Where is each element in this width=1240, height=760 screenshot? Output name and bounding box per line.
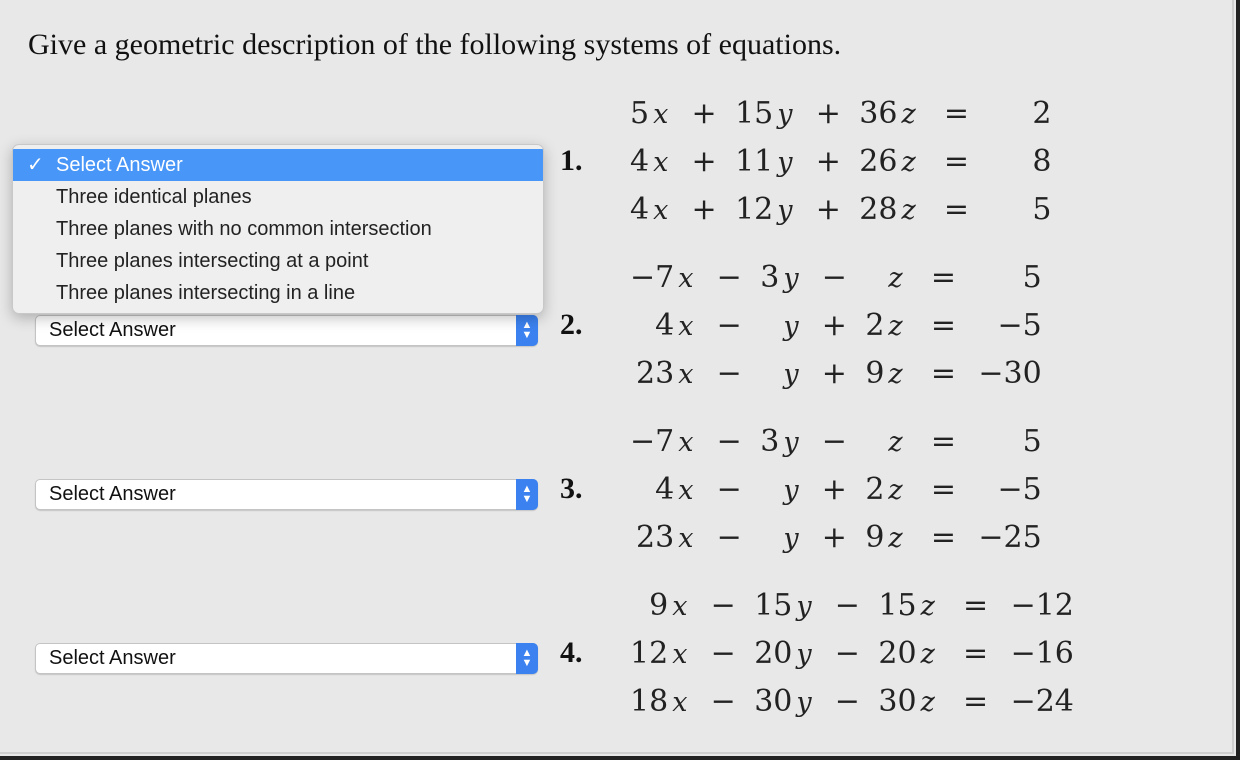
coefficient: 18 xyxy=(630,683,669,719)
coefficient: 2 xyxy=(865,471,885,507)
term xyxy=(865,465,908,513)
option-label: Three planes intersecting at a point xyxy=(56,250,369,272)
equation-row xyxy=(630,301,1042,349)
coefficient: 4 xyxy=(630,191,650,227)
question-number: 4. xyxy=(560,636,583,669)
variable: z xyxy=(888,358,903,390)
equation-system-4 xyxy=(630,581,1074,725)
term xyxy=(865,301,908,349)
variable: x xyxy=(672,638,688,670)
answer-select-2[interactable] xyxy=(35,315,538,346)
term xyxy=(754,629,816,677)
variable: y xyxy=(796,686,812,718)
term xyxy=(630,185,673,233)
variable: x xyxy=(672,590,688,622)
question-number: 3. xyxy=(560,472,583,505)
coefficient: 3 xyxy=(760,259,780,295)
dropdown-option-line[interactable] xyxy=(13,277,543,309)
chevron-up-down-icon: ▲ ▼ xyxy=(516,315,538,346)
term xyxy=(735,185,797,233)
coefficient: 4 xyxy=(655,471,675,507)
operator: − xyxy=(716,471,742,507)
coefficient: 26 xyxy=(859,143,898,179)
select-value: Select Answer xyxy=(49,483,176,505)
answer-select-4[interactable] xyxy=(35,643,538,674)
equation-row xyxy=(630,349,1042,397)
variable: x xyxy=(678,426,694,458)
operator: − xyxy=(834,635,860,671)
equation-system-3 xyxy=(630,417,1042,561)
variable: z xyxy=(888,310,903,342)
variable: z xyxy=(901,146,916,178)
answer-select-3[interactable] xyxy=(35,479,538,510)
term xyxy=(754,677,816,725)
variable: z xyxy=(901,194,916,226)
variable: x xyxy=(653,98,669,130)
operator: − xyxy=(710,587,736,623)
variable: x xyxy=(653,146,669,178)
equals-sign: = xyxy=(943,143,970,179)
equals-sign: = xyxy=(943,191,970,227)
operator: + xyxy=(821,355,847,391)
variable: z xyxy=(888,522,903,554)
term xyxy=(735,137,797,185)
chevron-up-down-icon: ▲ ▼ xyxy=(516,479,538,510)
variable: y xyxy=(783,474,799,506)
variable: x xyxy=(678,522,694,554)
constant: −24 xyxy=(1010,683,1074,719)
variable: y xyxy=(796,638,812,670)
constant: −5 xyxy=(997,471,1042,507)
coefficient: 28 xyxy=(859,191,898,227)
coefficient: 12 xyxy=(630,635,669,671)
term xyxy=(865,513,908,561)
operator: + xyxy=(691,143,717,179)
equals-sign: = xyxy=(930,471,956,507)
operator: − xyxy=(716,519,742,555)
constant: −30 xyxy=(978,355,1042,391)
equation-row xyxy=(630,417,1042,465)
answer-dropdown-menu[interactable] xyxy=(12,144,544,314)
equals-sign: = xyxy=(930,307,956,343)
term xyxy=(630,349,698,397)
option-label: Select Answer xyxy=(56,154,183,176)
equals-sign: = xyxy=(962,587,989,623)
operator: − xyxy=(716,259,742,295)
coefficient: 23 xyxy=(636,519,675,555)
coefficient: 30 xyxy=(878,683,917,719)
constant: −16 xyxy=(1010,635,1074,671)
operator: + xyxy=(821,471,847,507)
equation-system-1 xyxy=(630,89,1051,233)
term xyxy=(630,417,698,465)
variable: x xyxy=(678,310,694,342)
term xyxy=(865,349,908,397)
equals-sign: = xyxy=(930,355,956,391)
term xyxy=(865,417,908,465)
equation-row xyxy=(630,581,1074,629)
operator: − xyxy=(716,355,742,391)
window-edge xyxy=(0,756,1240,760)
dropdown-option-point[interactable] xyxy=(13,245,543,277)
operator: − xyxy=(834,587,860,623)
operator: − xyxy=(821,423,847,459)
term xyxy=(630,89,673,137)
equation-row xyxy=(630,465,1042,513)
coefficient: 15 xyxy=(754,587,793,623)
term xyxy=(760,349,803,397)
term xyxy=(754,581,816,629)
coefficient: 23 xyxy=(636,355,675,391)
equals-sign: = xyxy=(943,95,970,131)
variable: y xyxy=(777,98,793,130)
variable: x xyxy=(678,262,694,294)
equals-sign: = xyxy=(962,683,989,719)
equation-row xyxy=(630,185,1051,233)
coefficient: 20 xyxy=(878,635,917,671)
constant: 5 xyxy=(1022,259,1042,295)
operator: + xyxy=(691,95,717,131)
coefficient: 9 xyxy=(649,587,669,623)
equation-row xyxy=(630,677,1074,725)
variable: y xyxy=(783,522,799,554)
term xyxy=(865,253,908,301)
coefficient: 30 xyxy=(754,683,793,719)
coefficient: −7 xyxy=(630,259,675,295)
equals-sign: = xyxy=(930,259,956,295)
term xyxy=(760,513,803,561)
term xyxy=(878,581,940,629)
constant: −5 xyxy=(997,307,1042,343)
window-edge xyxy=(1236,0,1240,760)
operator: − xyxy=(710,683,736,719)
variable: y xyxy=(796,590,812,622)
variable: y xyxy=(783,426,799,458)
checkmark-icon: ✓ xyxy=(27,154,44,176)
variable: y xyxy=(777,194,793,226)
constant: 5 xyxy=(1022,423,1042,459)
equation-row xyxy=(630,89,1051,137)
term xyxy=(760,417,803,465)
question-title: Give a geometric description of the following systems of equations. xyxy=(28,28,842,61)
variable: z xyxy=(888,474,903,506)
equation-row xyxy=(630,137,1051,185)
operator: − xyxy=(834,683,860,719)
term xyxy=(630,465,698,513)
term xyxy=(630,677,692,725)
coefficient: 9 xyxy=(865,355,885,391)
operator: + xyxy=(691,191,717,227)
coefficient: 36 xyxy=(859,95,898,131)
dropdown-option-select-answer[interactable] xyxy=(13,149,543,181)
operator: − xyxy=(710,635,736,671)
term xyxy=(735,89,797,137)
operator: − xyxy=(821,259,847,295)
term xyxy=(630,253,698,301)
operator: + xyxy=(815,143,841,179)
term xyxy=(630,301,698,349)
term xyxy=(859,89,921,137)
term xyxy=(760,301,803,349)
question-number: 2. xyxy=(560,308,583,341)
term xyxy=(630,581,692,629)
variable: y xyxy=(783,358,799,390)
option-label: Three planes intersecting in a line xyxy=(56,282,356,304)
operator: + xyxy=(815,95,841,131)
dropdown-option-no-common[interactable] xyxy=(13,213,543,245)
variable: z xyxy=(888,262,903,294)
coefficient: 9 xyxy=(865,519,885,555)
select-value: Select Answer xyxy=(49,647,176,669)
equation-system-2 xyxy=(630,253,1042,397)
variable: z xyxy=(920,590,935,622)
variable: z xyxy=(920,686,935,718)
coefficient: 4 xyxy=(630,143,650,179)
equation-row xyxy=(630,629,1074,677)
variable: x xyxy=(672,686,688,718)
variable: z xyxy=(888,426,903,458)
operator: + xyxy=(821,519,847,555)
coefficient: 2 xyxy=(865,307,885,343)
term xyxy=(630,137,673,185)
term xyxy=(630,629,692,677)
option-label: Three planes with no common intersection xyxy=(56,218,432,240)
term xyxy=(760,465,803,513)
chevron-up-down-icon: ▲ ▼ xyxy=(516,643,538,674)
coefficient: 11 xyxy=(735,143,774,179)
dropdown-option-identical[interactable] xyxy=(13,181,543,213)
operator: − xyxy=(716,423,742,459)
coefficient: 20 xyxy=(754,635,793,671)
coefficient: 3 xyxy=(760,423,780,459)
variable: y xyxy=(783,310,799,342)
equation-row xyxy=(630,513,1042,561)
term xyxy=(760,253,803,301)
variable: y xyxy=(777,146,793,178)
coefficient: 5 xyxy=(630,95,650,131)
question-number: 1. xyxy=(560,144,583,177)
constant: −25 xyxy=(978,519,1042,555)
operator: + xyxy=(821,307,847,343)
term xyxy=(878,677,940,725)
coefficient: 15 xyxy=(878,587,917,623)
equation-row xyxy=(630,253,1042,301)
coefficient: 4 xyxy=(655,307,675,343)
equals-sign: = xyxy=(930,423,956,459)
coefficient: 15 xyxy=(735,95,774,131)
term xyxy=(859,185,921,233)
variable: z xyxy=(920,638,935,670)
select-value: Select Answer xyxy=(49,319,176,341)
variable: x xyxy=(678,358,694,390)
operator: − xyxy=(716,307,742,343)
variable: x xyxy=(653,194,669,226)
coefficient: −7 xyxy=(630,423,675,459)
equals-sign: = xyxy=(930,519,956,555)
constant: −12 xyxy=(1010,587,1074,623)
term xyxy=(878,629,940,677)
term xyxy=(630,513,698,561)
option-label: Three identical planes xyxy=(56,186,252,208)
equals-sign: = xyxy=(962,635,989,671)
coefficient: 12 xyxy=(735,191,774,227)
operator: + xyxy=(815,191,841,227)
term xyxy=(859,137,921,185)
variable: z xyxy=(901,98,916,130)
constant: 2 xyxy=(1032,95,1052,131)
constant: 5 xyxy=(1032,191,1052,227)
constant: 8 xyxy=(1032,143,1052,179)
variable: y xyxy=(783,262,799,294)
variable: x xyxy=(678,474,694,506)
